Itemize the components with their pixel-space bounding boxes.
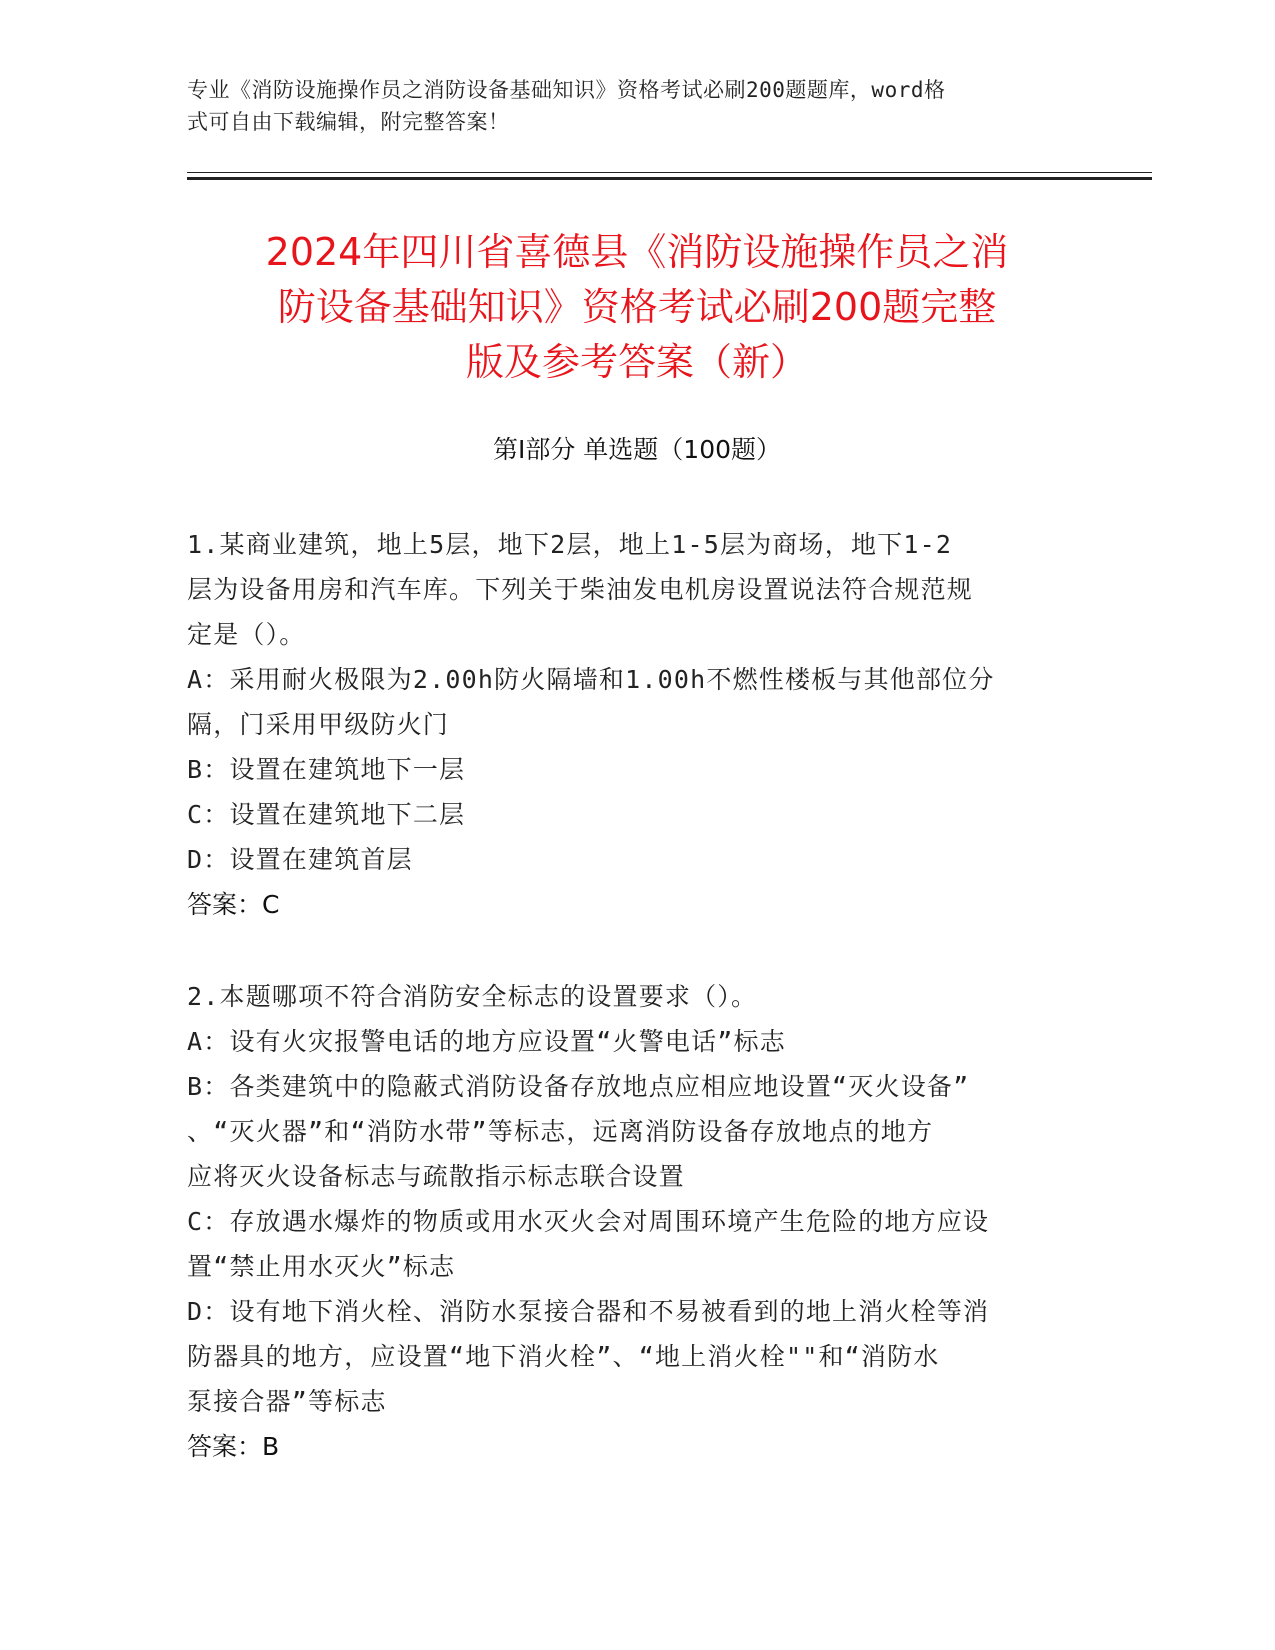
option-line: D：设有地下消火栓、消防水泵接合器和不易被看到的地上消火栓等消 [187, 1297, 990, 1326]
header-rule-thick [187, 177, 1152, 180]
document-title [187, 225, 1087, 390]
option-line: 置“禁止用水灭火”标志 [187, 1252, 456, 1281]
option-line: D：设置在建筑首层 [187, 845, 413, 874]
option-line: B：设置在建筑地下一层 [187, 755, 466, 784]
option-line: A：采用耐火极限为2.00h防火隔墙和1.00h不燃性楼板与其他部位分 [187, 665, 995, 694]
option-line: C：设置在建筑地下二层 [187, 800, 466, 829]
question-stem-line: 1.某商业建筑，地上5层，地下2层，地上1-5层为商场，地下1-2 [187, 530, 953, 559]
answer-line: 答案：B [187, 1432, 280, 1461]
option-line: 泵接合器”等标志 [187, 1387, 387, 1416]
document-title-line: 版及参考答案（新） [465, 340, 808, 384]
option-line: B：各类建筑中的隐蔽式消防设备存放地点应相应地设置“灭火设备” [187, 1072, 970, 1101]
option-line: 防器具的地方，应设置“地下消火栓”、“地上消火栓""和“消防水 [187, 1342, 940, 1371]
question-stem-line: 定是（）。 [187, 620, 306, 649]
option-line: C：存放遇水爆炸的物质或用水灭火会对周围环境产生危险的地方应设 [187, 1207, 990, 1236]
option-line: 应将灭火设备标志与疏散指示标志联合设置 [187, 1162, 685, 1191]
question-stem-line: 2.本题哪项不符合消防安全标志的设置要求（）。 [187, 982, 758, 1011]
question-stem-line: 层为设备用房和汽车库。下列关于柴油发电机房设置说法符合规范规 [187, 575, 974, 604]
question-2 [187, 974, 1072, 1469]
option-line: 、“灭火器”和“消防水带”等标志，远离消防设备存放地点的地方 [187, 1117, 934, 1146]
question-1 [187, 522, 1072, 927]
document-title-line: 防设备基础知识》资格考试必刷200题完整 [277, 285, 997, 329]
header-note-line: 专业《消防设施操作员之消防设备基础知识》资格考试必刷200题题库，word格 [187, 78, 946, 102]
option-line: A：设有火灾报警电话的地方应设置“火警电话”标志 [187, 1027, 786, 1056]
answer-line: 答案：C [187, 890, 280, 919]
option-line: 隔，门采用甲级防火门 [187, 710, 450, 739]
document-title-line: 2024年四川省喜德县《消防设施操作员之消 [265, 230, 1009, 274]
header-note [187, 74, 1067, 138]
header-rule-thin [187, 172, 1152, 173]
header-note-line: 式可自由下载编辑，附完整答案！ [187, 110, 510, 134]
section-title: 第Ⅰ部分 单选题（100题） [492, 435, 782, 464]
